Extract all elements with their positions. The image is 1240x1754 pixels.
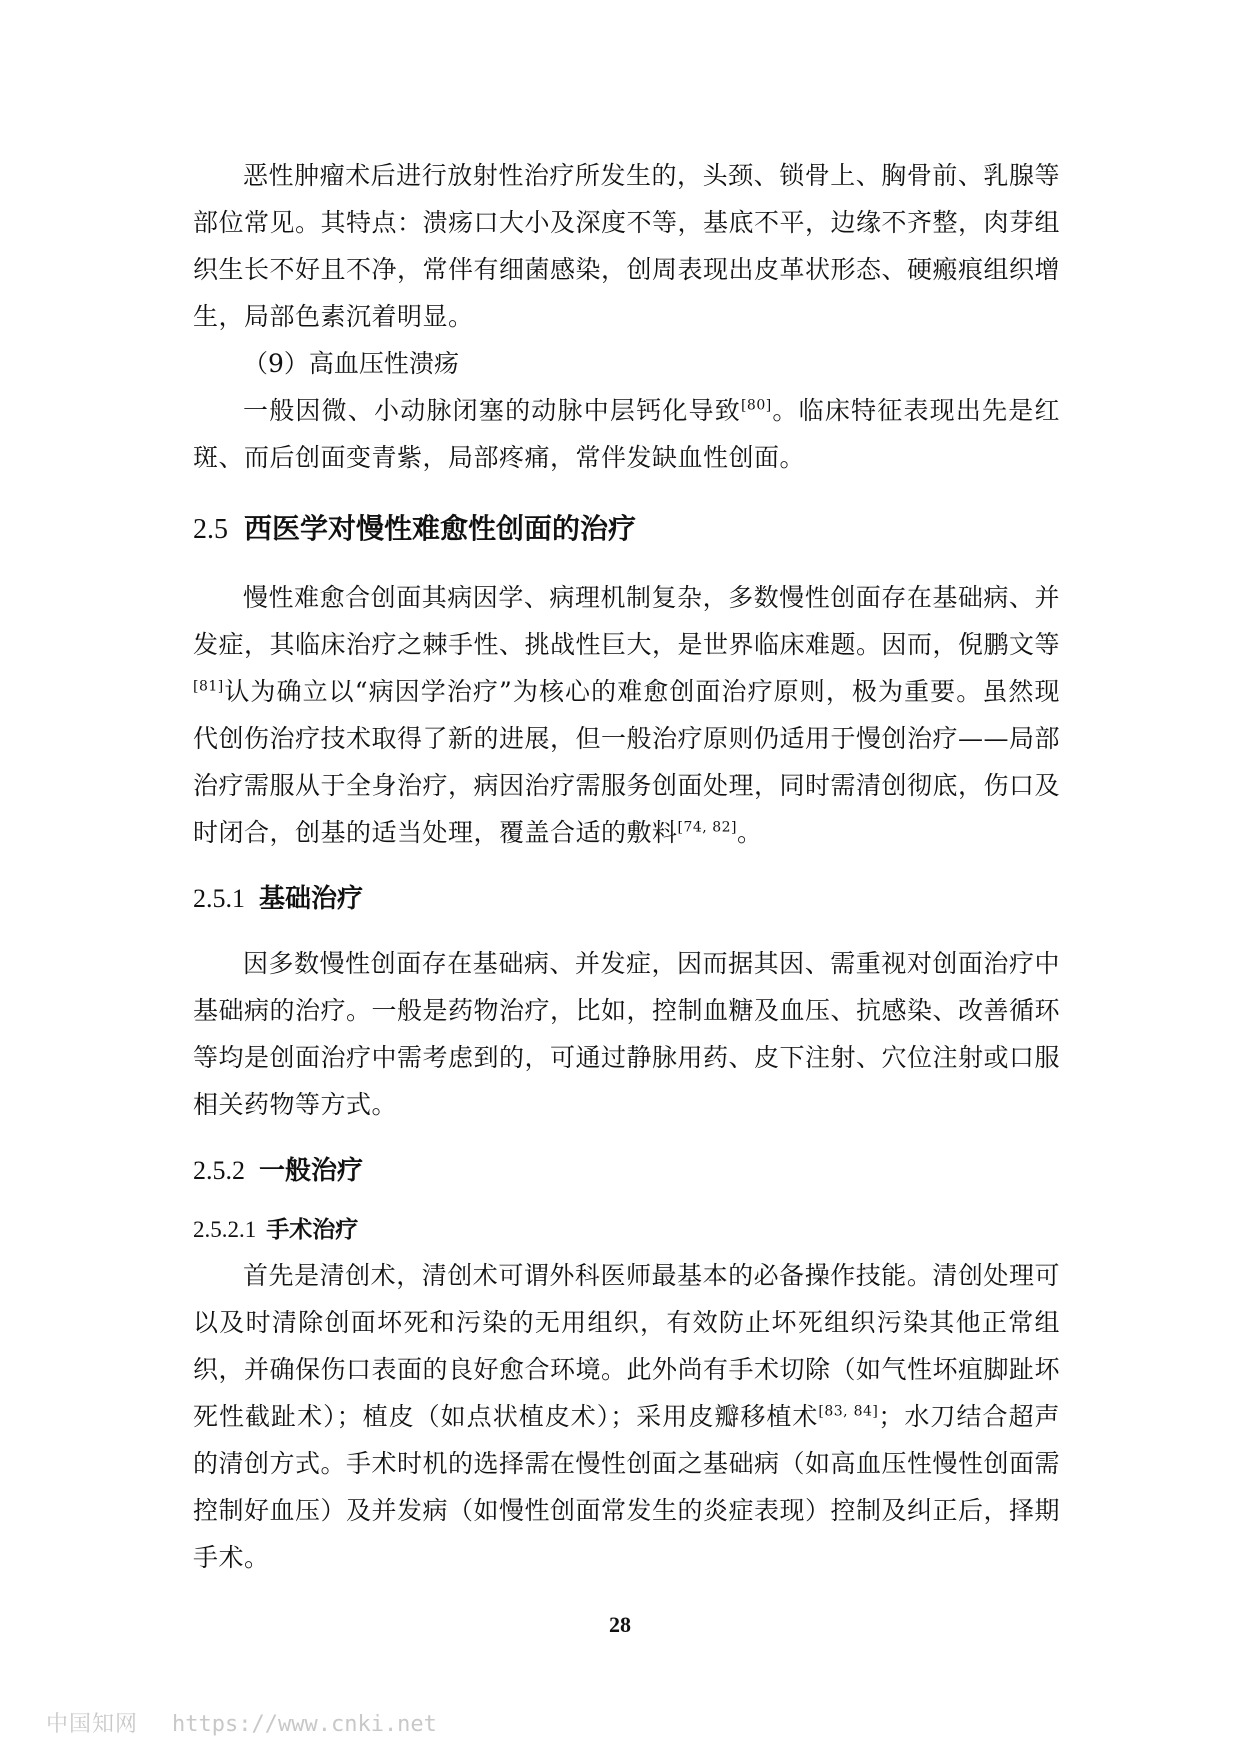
section-heading-2-5-2 <box>193 1152 1060 1190</box>
citation-ref: [74, 82] <box>677 819 737 836</box>
page-content <box>193 152 1060 1581</box>
page-number: 28 <box>609 1612 631 1637</box>
section-number: 2.5.1 <box>193 884 245 913</box>
section-title: 西医学对慢性难愈性创面的治疗 <box>244 512 637 545</box>
cnki-watermark <box>46 1707 437 1738</box>
watermark-url: https://www.cnki.net <box>172 1712 437 1737</box>
text-segment: 一般因微、小动脉闭塞的动脉中层钙化导致 <box>243 396 741 425</box>
section-title: 基础治疗 <box>259 884 364 914</box>
text-segment: 认为确立以“病因学治疗”为核心的难愈创面治疗原则，极为重要。虽然现代创伤治疗技术取得了新的进展，但一般治疗原则仍适用于慢创治疗——局部治疗需服从于全身治疗，病因治疗需服务创面处理，同时需清创彻底，伤口及时闭合，创基的适当处理，覆盖合适的敷料 <box>193 677 1061 847</box>
text-segment: ；水刀结合超声的清创方式。手术时机的选择需在慢性创面之基础病（如高血压性慢性创面需控制好血压）及并发病（如慢性创面常发生的炎症表现）控制及纠正后，择期手术。 <box>193 1402 1061 1572</box>
citation-ref: [80] <box>740 397 772 414</box>
citation-ref: [83, 84] <box>818 1403 879 1420</box>
section-number: 2.5 <box>193 514 228 545</box>
section-heading-2-5-2-1 <box>193 1212 1060 1248</box>
section-number: 2.5.2.1 <box>193 1217 257 1242</box>
section-heading-2-5-1 <box>193 880 1060 918</box>
section-heading-2-5 <box>193 509 1060 550</box>
section-title: 一般治疗 <box>259 1156 364 1186</box>
paragraph-surgical-treatment <box>193 1252 1060 1581</box>
list-item-hypertensive-ulcer: （9）高血压性溃疡 <box>243 349 459 378</box>
text-segment: 。临床特征表现出先是红斑、而后创面变青紫，局部疼痛，常伴发缺血性创面。 <box>193 396 1060 472</box>
paragraph-basic-treatment: 因多数慢性创面存在基础病、并发症，因而据其因、需重视对创面治疗中基础病的治疗。一般是药物治疗，比如，控制血糖及血压、抗感染、改善循环等均是创面治疗中需考虑到的，可通过静脉用药、皮下注射、穴位注射或口服相关药物等方式。 <box>193 949 1061 1119</box>
paragraph-radiation-ulcer: 恶性肿瘤术后进行放射性治疗所发生的，头颈、锁骨上、胸骨前、乳腺等部位常见。其特点：溃疡口大小及深度不等，基底不平，边缘不齐整，肉芽组织生长不好且不净，常伴有细菌感染，创周表现出皮革状形态、硬瘢痕组织增生，局部色素沉着明显。 <box>193 161 1061 331</box>
section-number: 2.5.2 <box>193 1156 245 1185</box>
citation-ref: [81] <box>193 678 224 695</box>
text-segment: 首先是清创术，清创术可谓外科医师最基本的必备操作技能。清创处理可以及时清除创面坏死和污染的无用组织，有效防止坏死组织污染其他正常组织，并确保伤口表面的良好愈合环境。此外尚有手术切除（如气性坏疽脚趾坏死性截趾术）；植皮（如点状植皮术）；采用皮瓣移植术 <box>193 1261 1061 1431</box>
text-segment: 慢性难愈合创面其病因学、病理机制复杂，多数慢性创面存在基础病、并发症，其临床治疗之棘手性、挑战性巨大，是世界临床难题。因而，倪鹏文等 <box>193 583 1061 659</box>
text-segment: 。 <box>736 818 763 847</box>
watermark-name: 中国知网 <box>46 1712 139 1737</box>
section-title: 手术治疗 <box>266 1217 359 1243</box>
paragraph-hypertensive-ulcer <box>193 387 1060 481</box>
paragraph-treatment-overview <box>193 574 1060 856</box>
